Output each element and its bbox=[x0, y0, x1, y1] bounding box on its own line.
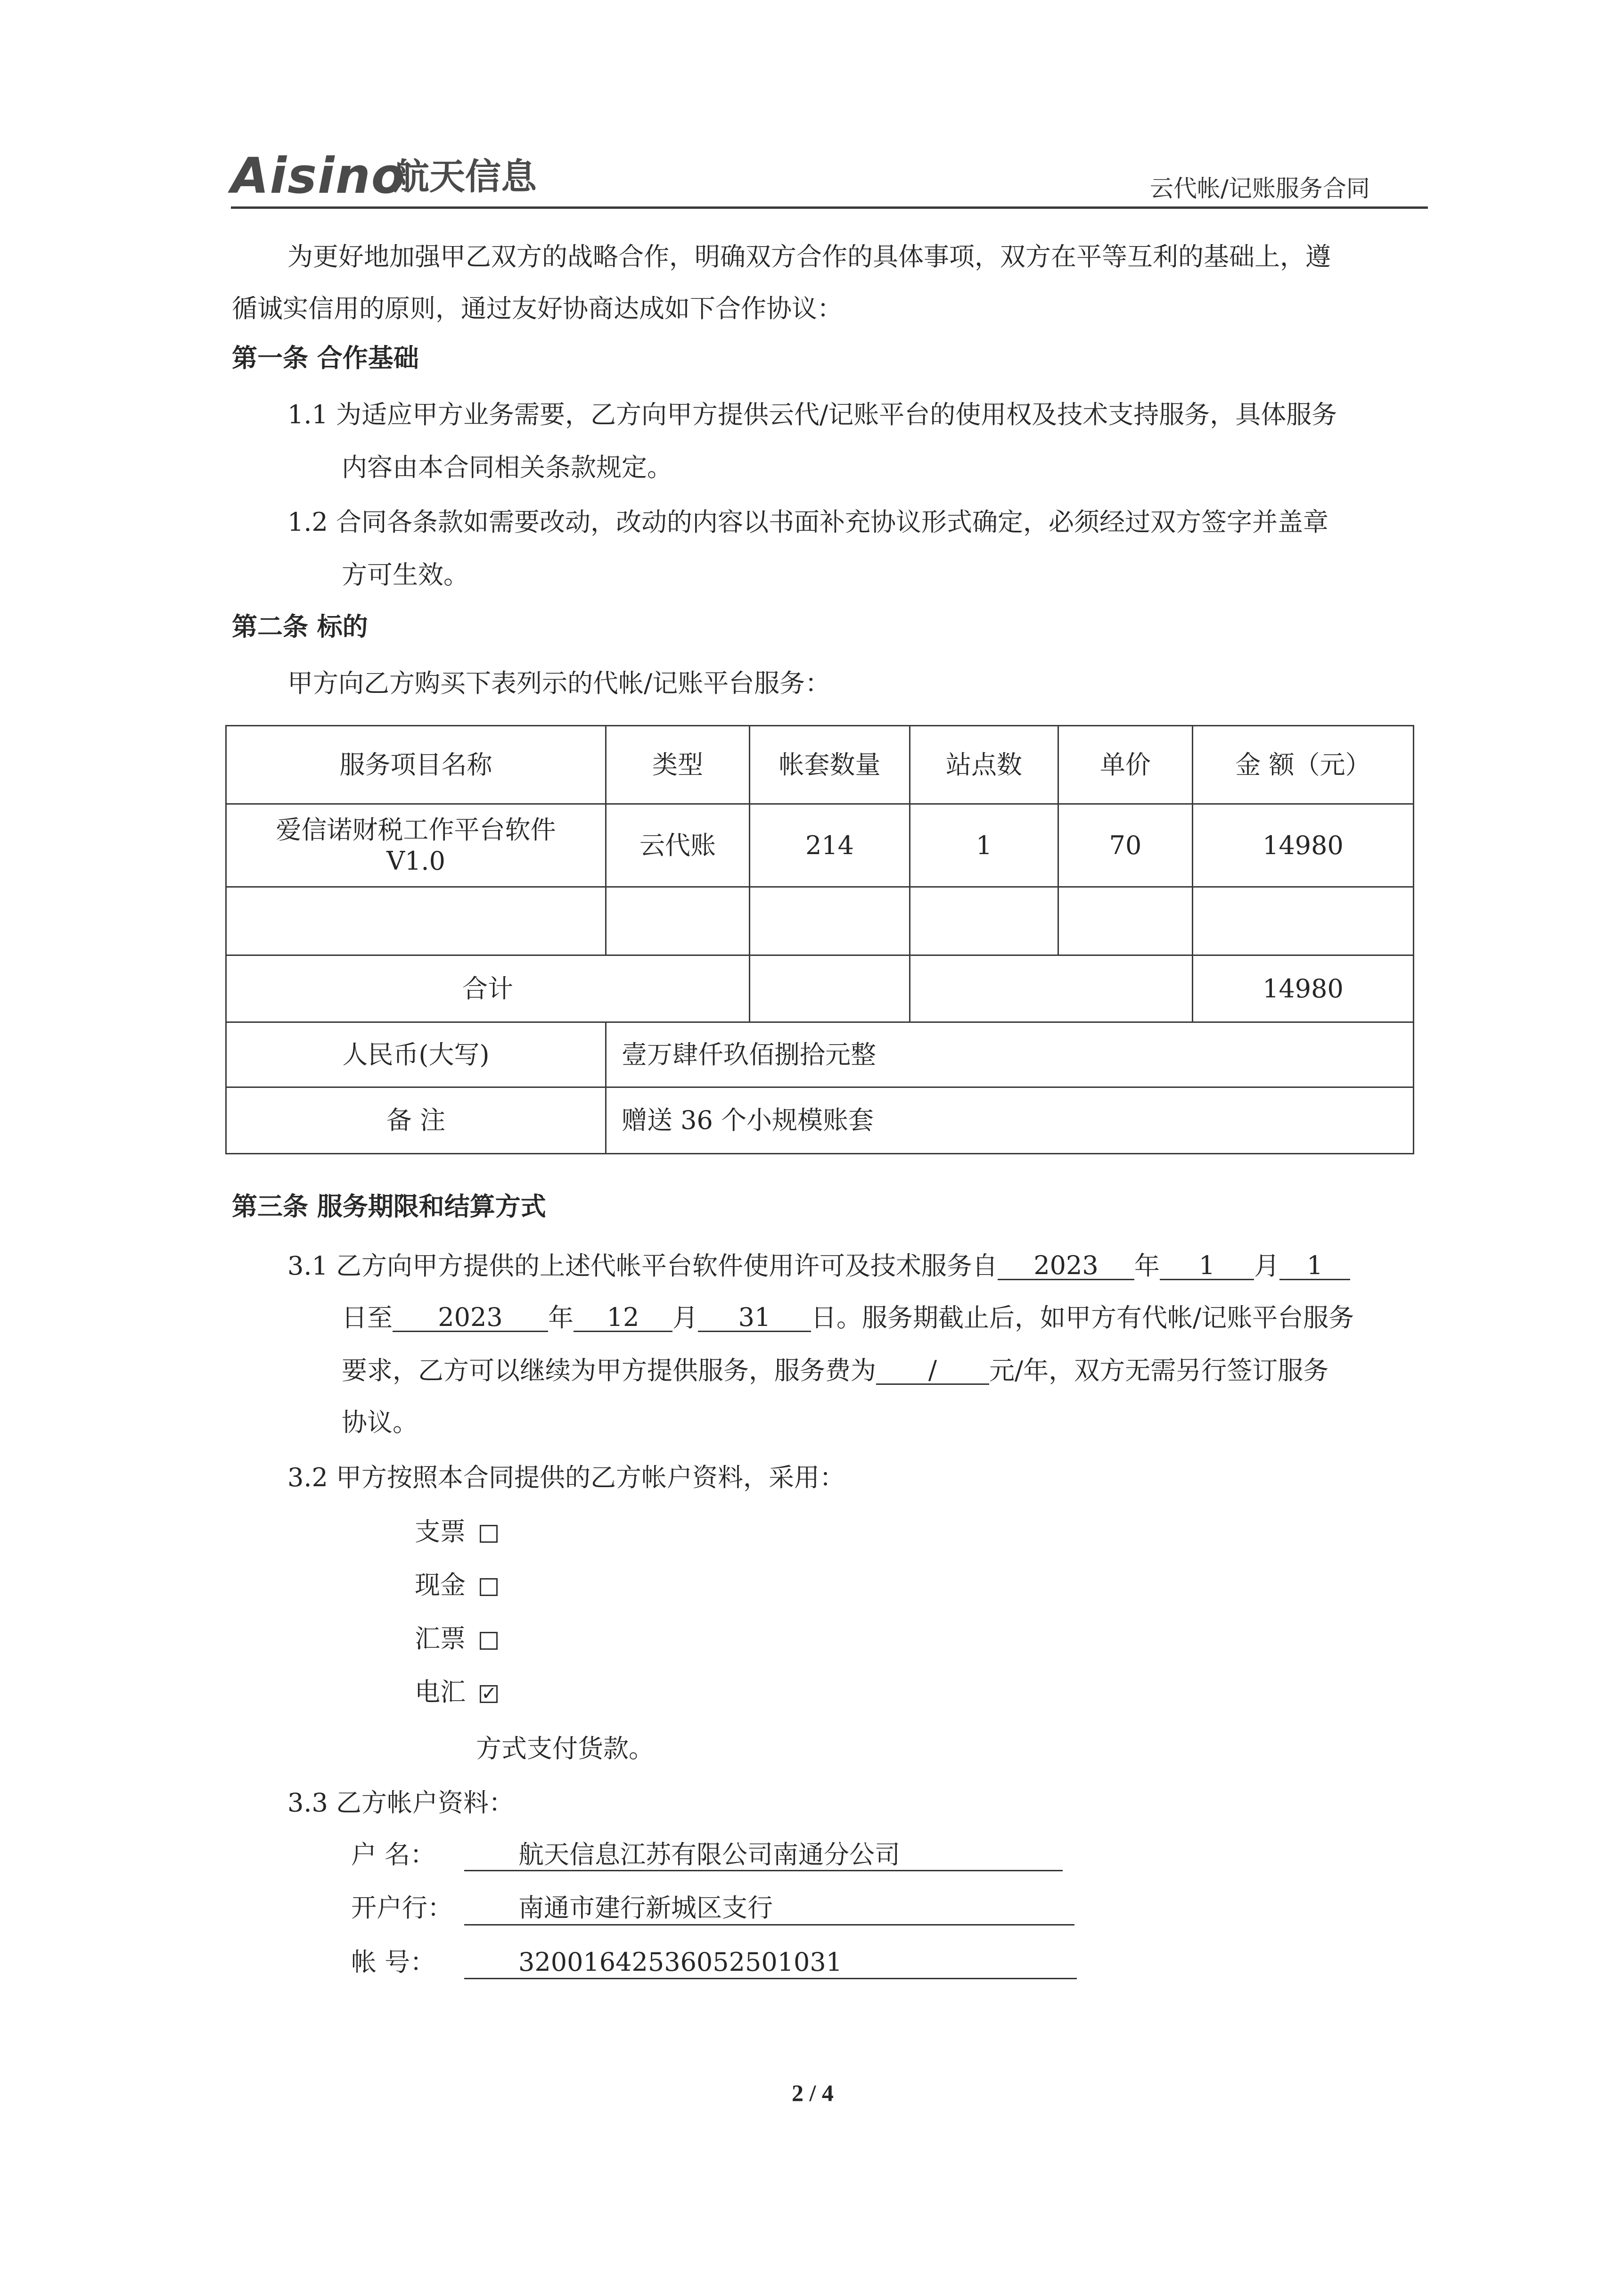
header-price: 单价 bbox=[1058, 726, 1193, 804]
empty-cell bbox=[910, 955, 1193, 1022]
table-row bbox=[226, 804, 1414, 887]
payment-label: 汇票 bbox=[415, 1624, 466, 1654]
clause-3-1-line-2 bbox=[342, 1303, 1354, 1332]
payment-label: 现金 bbox=[415, 1570, 466, 1600]
clause-3-3: 3.3 乙方帐户资料： bbox=[287, 1788, 515, 1818]
empty-cell bbox=[1193, 887, 1414, 955]
payment-option-draft bbox=[415, 1625, 498, 1653]
header-sites: 站点数 bbox=[910, 726, 1058, 804]
account-no-value: 32001642536052501031 bbox=[518, 1947, 843, 1977]
empty-cell bbox=[606, 887, 750, 955]
empty-cell bbox=[1058, 887, 1193, 955]
payment-option-wire bbox=[415, 1678, 498, 1706]
clause-1-1-line-2: 内容由本合同相关条款规定。 bbox=[342, 453, 672, 482]
row1-type: 云代账 bbox=[606, 804, 750, 887]
intro-line-2: 循诚实信用的原则，通过友好协商达成如下合作协议： bbox=[232, 294, 843, 323]
bank-label: 开户行： bbox=[351, 1893, 453, 1923]
checkbox-cheque[interactable] bbox=[480, 1525, 498, 1543]
row1-amount: 14980 bbox=[1193, 804, 1414, 887]
end-month: 12 bbox=[574, 1303, 672, 1332]
table-header-row bbox=[226, 726, 1414, 804]
to-label: 日至 bbox=[342, 1303, 393, 1333]
payment-suffix: 方式支付货款。 bbox=[476, 1734, 654, 1763]
start-month: 1 bbox=[1160, 1251, 1254, 1280]
payment-label: 电汇 bbox=[415, 1677, 466, 1707]
header-service-name: 服务项目名称 bbox=[226, 726, 606, 804]
year-label-2: 年 bbox=[548, 1303, 574, 1333]
account-name-label: 户 名： bbox=[351, 1840, 436, 1869]
clause-1-2-line-2: 方可生效。 bbox=[342, 560, 469, 590]
header-divider bbox=[231, 206, 1428, 209]
aisino-logo-cn: 航天信息 bbox=[393, 156, 537, 198]
article-1-title: 第一条 合作基础 bbox=[232, 343, 419, 373]
empty-cell bbox=[226, 887, 606, 955]
end-year: 2023 bbox=[393, 1303, 548, 1332]
bank-value: 南通市建行新城区支行 bbox=[518, 1893, 773, 1923]
fee-prefix: 要求，乙方可以继续为甲方提供服务，服务费为 bbox=[342, 1356, 876, 1385]
month-label: 月 bbox=[1254, 1251, 1280, 1281]
end-day: 31 bbox=[698, 1303, 811, 1332]
year-label: 年 bbox=[1134, 1251, 1160, 1281]
rmb-value: 壹万肆仟玖佰捌拾元整 bbox=[606, 1022, 1414, 1087]
table-total-row bbox=[226, 955, 1414, 1022]
account-no-underline bbox=[464, 1978, 1077, 1979]
row1-price: 70 bbox=[1058, 804, 1193, 887]
empty-cell bbox=[910, 887, 1058, 955]
checkbox-cash[interactable] bbox=[480, 1578, 498, 1596]
month-label-2: 月 bbox=[672, 1303, 698, 1333]
clause-3-1-prefix: 3.1 乙方向甲方提供的上述代帐平台软件使用许可及技术服务自 bbox=[287, 1251, 998, 1281]
checkbox-draft[interactable] bbox=[480, 1632, 498, 1650]
header-accounts: 帐套数量 bbox=[750, 726, 910, 804]
clause-3-2: 3.2 甲方按照本合同提供的乙方帐户资料，采用： bbox=[287, 1463, 845, 1492]
payment-option-cash bbox=[415, 1571, 498, 1599]
row1-name-line-1: 爱信诺财税工作平台软件 bbox=[276, 815, 556, 845]
page-number: 2 / 4 bbox=[792, 2080, 834, 2106]
article-3-title: 第三条 服务期限和结算方式 bbox=[232, 1192, 546, 1221]
header-amount: 金 额（元） bbox=[1193, 726, 1414, 804]
table-row-empty bbox=[226, 887, 1414, 955]
clause-3-1-line-3 bbox=[342, 1356, 1328, 1385]
total-amount: 14980 bbox=[1193, 955, 1414, 1022]
article-2-desc: 甲方向乙方购买下表列示的代帐/记账平台服务： bbox=[287, 668, 831, 698]
clause-3-1-line-4: 协议。 bbox=[342, 1407, 418, 1437]
remark-value: 赠送 36 个小规模账套 bbox=[606, 1087, 1414, 1154]
empty-cell bbox=[750, 887, 910, 955]
remark-label: 备 注 bbox=[226, 1087, 606, 1154]
row1-name-line-2: V1.0 bbox=[386, 846, 445, 876]
header-type: 类型 bbox=[606, 726, 750, 804]
aisino-logo: Aisino bbox=[231, 147, 406, 205]
row1-accounts: 214 bbox=[750, 804, 910, 887]
start-year: 2023 bbox=[998, 1251, 1134, 1280]
start-day: 1 bbox=[1279, 1251, 1350, 1280]
rmb-label: 人民币(大写) bbox=[226, 1022, 606, 1087]
doc-type-header: 云代帐/记账服务合同 bbox=[1150, 175, 1370, 202]
clause-3-1-after: 日。服务期截止后，如甲方有代帐/记账平台服务 bbox=[811, 1303, 1354, 1333]
article-2-title: 第二条 标的 bbox=[232, 612, 368, 642]
row1-service-name bbox=[226, 804, 606, 887]
table-rmb-row bbox=[226, 1022, 1414, 1087]
empty-cell bbox=[750, 955, 910, 1022]
bank-underline bbox=[464, 1924, 1074, 1926]
clause-1-1-line-1: 1.1 为适应甲方业务需要，乙方向甲方提供云代/记账平台的使用权及技术支持服务，具体服务 bbox=[287, 400, 1337, 429]
fee-suffix: 元/年，双方无需另行签订服务 bbox=[989, 1356, 1329, 1385]
service-fee: / bbox=[876, 1356, 989, 1385]
intro-line-1: 为更好地加强甲乙双方的战略合作，明确双方合作的具体事项，双方在平等互利的基础上，遵 bbox=[287, 242, 1331, 272]
table-remark-row bbox=[226, 1087, 1414, 1154]
account-no-label: 帐 号： bbox=[351, 1947, 436, 1977]
account-name-underline bbox=[464, 1870, 1063, 1871]
total-label: 合计 bbox=[226, 955, 750, 1022]
row1-sites: 1 bbox=[910, 804, 1058, 887]
clause-3-1-line-1 bbox=[287, 1251, 1350, 1280]
payment-label: 支票 bbox=[415, 1517, 466, 1547]
payment-option-cheque bbox=[415, 1518, 498, 1546]
account-name-value: 航天信息江苏有限公司南通分公司 bbox=[518, 1840, 900, 1869]
service-table bbox=[225, 725, 1414, 1154]
clause-1-2-line-1: 1.2 合同各条款如需要改动，改动的内容以书面补充协议形式确定，必须经过双方签字并盖章 bbox=[287, 507, 1329, 537]
checkbox-wire[interactable]: ✓ bbox=[480, 1685, 498, 1703]
